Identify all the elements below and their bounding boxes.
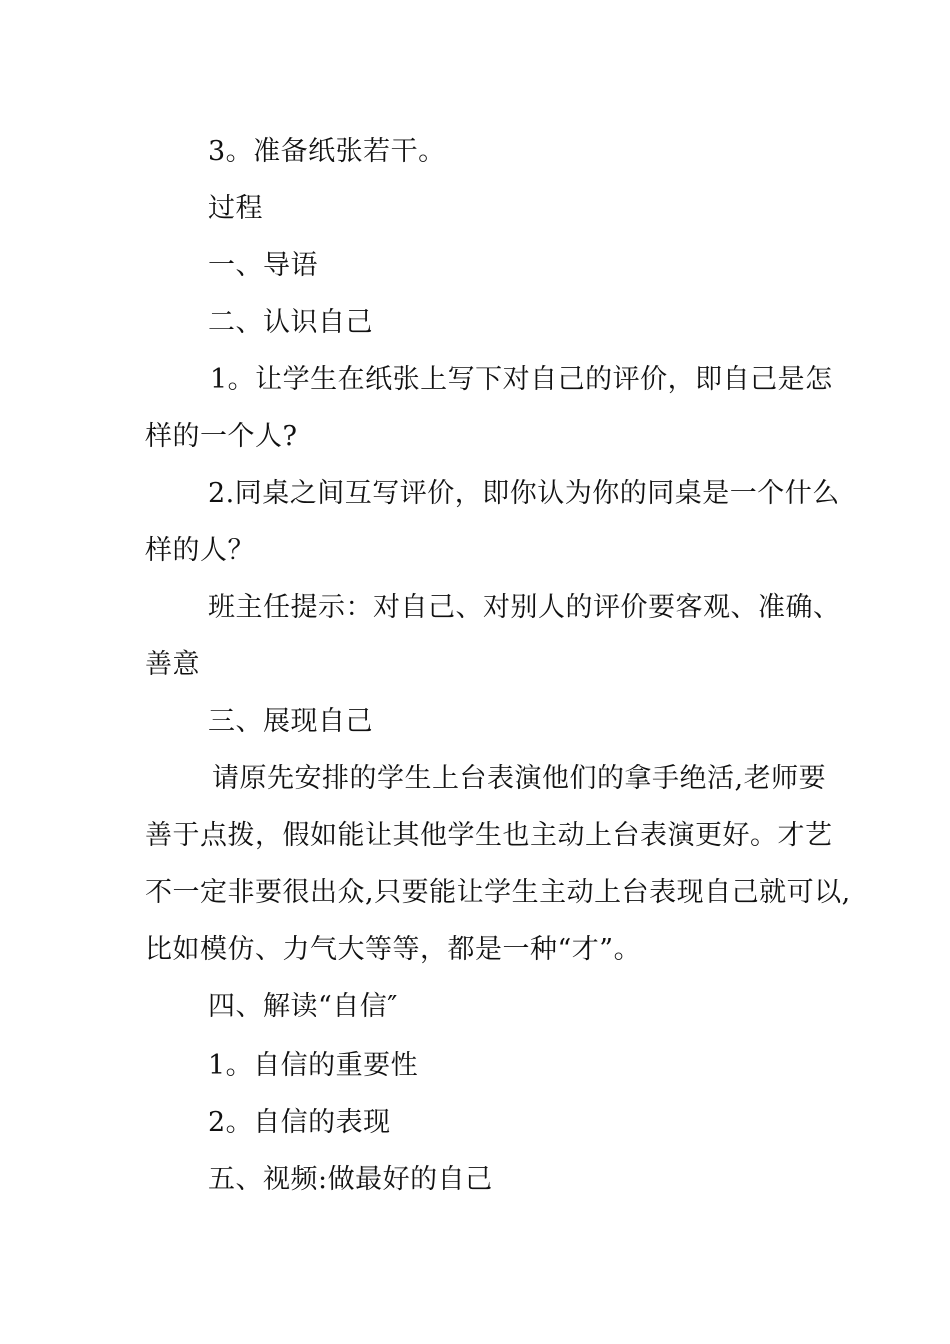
- heading-process: 过程: [208, 193, 263, 224]
- heading-video: 五、视频:做最好的自己: [208, 1164, 493, 1195]
- text-line-perform-cont2: 不一定非要很出众,只要能让学生主动上台表现自己就可以,: [145, 877, 851, 908]
- text-line-confidence-expression: 2。自信的表现: [208, 1107, 391, 1138]
- heading-confidence: 四、解读“自信″: [208, 991, 398, 1022]
- heading-intro: 一、导语: [208, 250, 318, 281]
- text-line-perform: 请原先安排的学生上台表演他们的拿手绝活,老师要: [212, 763, 827, 794]
- text-line-perform-cont1: 善于点拨，假如能让其他学生也主动上台表演更好。才艺: [145, 820, 833, 851]
- text-line-teacher-tip: 班主任提示：对自己、对别人的评价要客观、准确、: [208, 592, 841, 623]
- text-line-materials: 3。准备纸张若干。: [208, 136, 446, 167]
- heading-know-yourself: 二、认识自己: [208, 307, 373, 338]
- text-line-step2-cont: 样的人？: [145, 535, 255, 566]
- text-line-step2: 2.同桌之间互写评价，即你认为你的同桌是一个什么: [208, 478, 840, 509]
- heading-show-yourself: 三、展现自己: [208, 706, 373, 737]
- text-line-perform-cont3: 比如模仿、力气大等等，都是一种“才”。: [145, 934, 642, 965]
- text-line-step1: 1。让学生在纸张上写下对自己的评价，即自己是怎: [210, 364, 833, 395]
- text-line-step1-cont: 样的一个人?: [145, 421, 298, 452]
- text-line-teacher-tip-cont: 善意: [145, 649, 200, 680]
- text-line-confidence-importance: 1。自信的重要性: [208, 1050, 419, 1081]
